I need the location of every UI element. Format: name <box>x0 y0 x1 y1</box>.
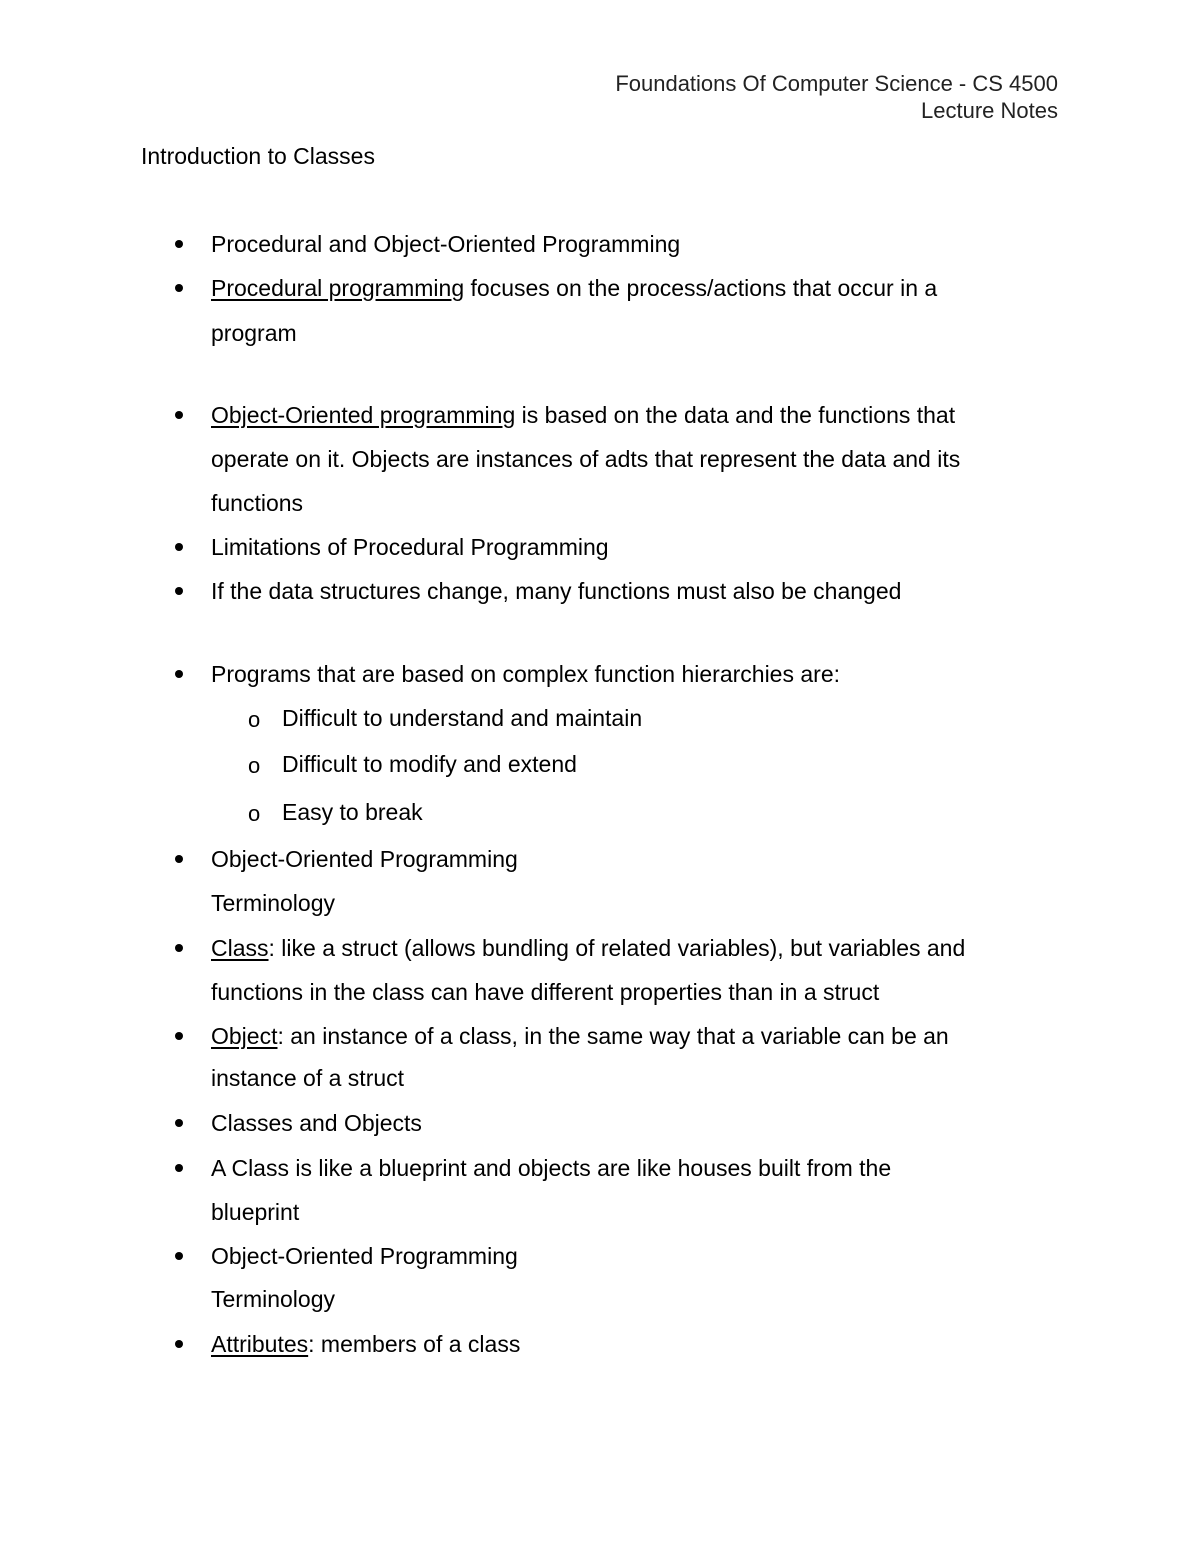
list-item: Classes and Objects <box>211 1110 422 1136</box>
list-item: Object-Oriented Programming <box>211 846 518 872</box>
bullet-icon <box>175 855 183 863</box>
sub-list-item: Easy to break <box>282 799 423 825</box>
list-item-continuation: operate on it. Objects are instances of adts that represent the data and its <box>211 446 961 472</box>
list-item <box>211 1022 949 1050</box>
list-item-continuation: blueprint <box>211 1199 300 1225</box>
list-item-continuation: instance of a struct <box>211 1065 405 1091</box>
bullet-icon <box>175 543 183 551</box>
list-item: If the data structures change, many functions must also be changed <box>211 578 902 604</box>
circle-bullet-icon: o <box>248 707 261 732</box>
bullet-icon <box>175 587 183 595</box>
bullet-icon <box>175 284 183 292</box>
term-attributes: Attributes <box>211 1331 309 1357</box>
list-item-continuation: functions in the class can have different properties than in a struct <box>211 979 880 1005</box>
section-title: Introduction to Classes <box>141 143 375 169</box>
item-text: Procedural and Object-Oriented Programming <box>211 231 681 257</box>
list-item-continuation: program <box>211 320 297 346</box>
item-text: is based on the data and the functions that <box>515 402 956 428</box>
bullet-icon <box>175 1119 183 1127</box>
bullet-icon <box>175 944 183 952</box>
list-item <box>211 401 955 429</box>
term-class: Class <box>211 935 269 961</box>
bullet-icon <box>175 670 183 678</box>
term-object-oriented-programming: Object-Oriented programming <box>211 402 516 428</box>
document-type: Lecture Notes <box>921 98 1058 123</box>
item-text: : members of a class <box>308 1331 521 1357</box>
list-item: Programs that are based on complex function hierarchies are: <box>211 661 840 687</box>
item-text: focuses on the process/actions that occur in a <box>464 275 938 301</box>
list-item: A Class is like a blueprint and objects are like houses built from the <box>211 1155 892 1181</box>
bullet-icon <box>175 1252 183 1260</box>
list-item-continuation: Terminology <box>211 1286 335 1312</box>
list-item-continuation: Terminology <box>211 890 335 916</box>
list-item: Limitations of Procedural Programming <box>211 534 609 560</box>
list-item-continuation: functions <box>211 490 304 516</box>
list-item <box>211 230 680 258</box>
circle-bullet-icon: o <box>248 801 261 826</box>
item-text: : like a struct (allows bundling of related variables), but variables and <box>268 935 966 961</box>
circle-bullet-icon: o <box>248 753 261 778</box>
list-item <box>211 934 965 962</box>
list-item: Object-Oriented Programming <box>211 1243 518 1269</box>
list-item <box>211 274 937 302</box>
bullet-icon <box>175 411 183 419</box>
item-text: : an instance of a class, in the same way that a variable can be an <box>277 1023 949 1049</box>
bullet-icon <box>175 1164 183 1172</box>
sub-list-item: Difficult to modify and extend <box>282 751 577 777</box>
sub-list-item: Difficult to understand and maintain <box>282 705 643 731</box>
bullet-icon <box>175 1340 183 1348</box>
term-object: Object <box>211 1023 278 1049</box>
course-title: Foundations Of Computer Science - CS 4500 <box>615 71 1058 96</box>
list-item <box>211 1330 520 1358</box>
page-header <box>615 70 1058 124</box>
term-procedural-programming: Procedural programming <box>211 275 465 301</box>
bullet-icon <box>175 240 183 248</box>
bullet-icon <box>175 1032 183 1040</box>
